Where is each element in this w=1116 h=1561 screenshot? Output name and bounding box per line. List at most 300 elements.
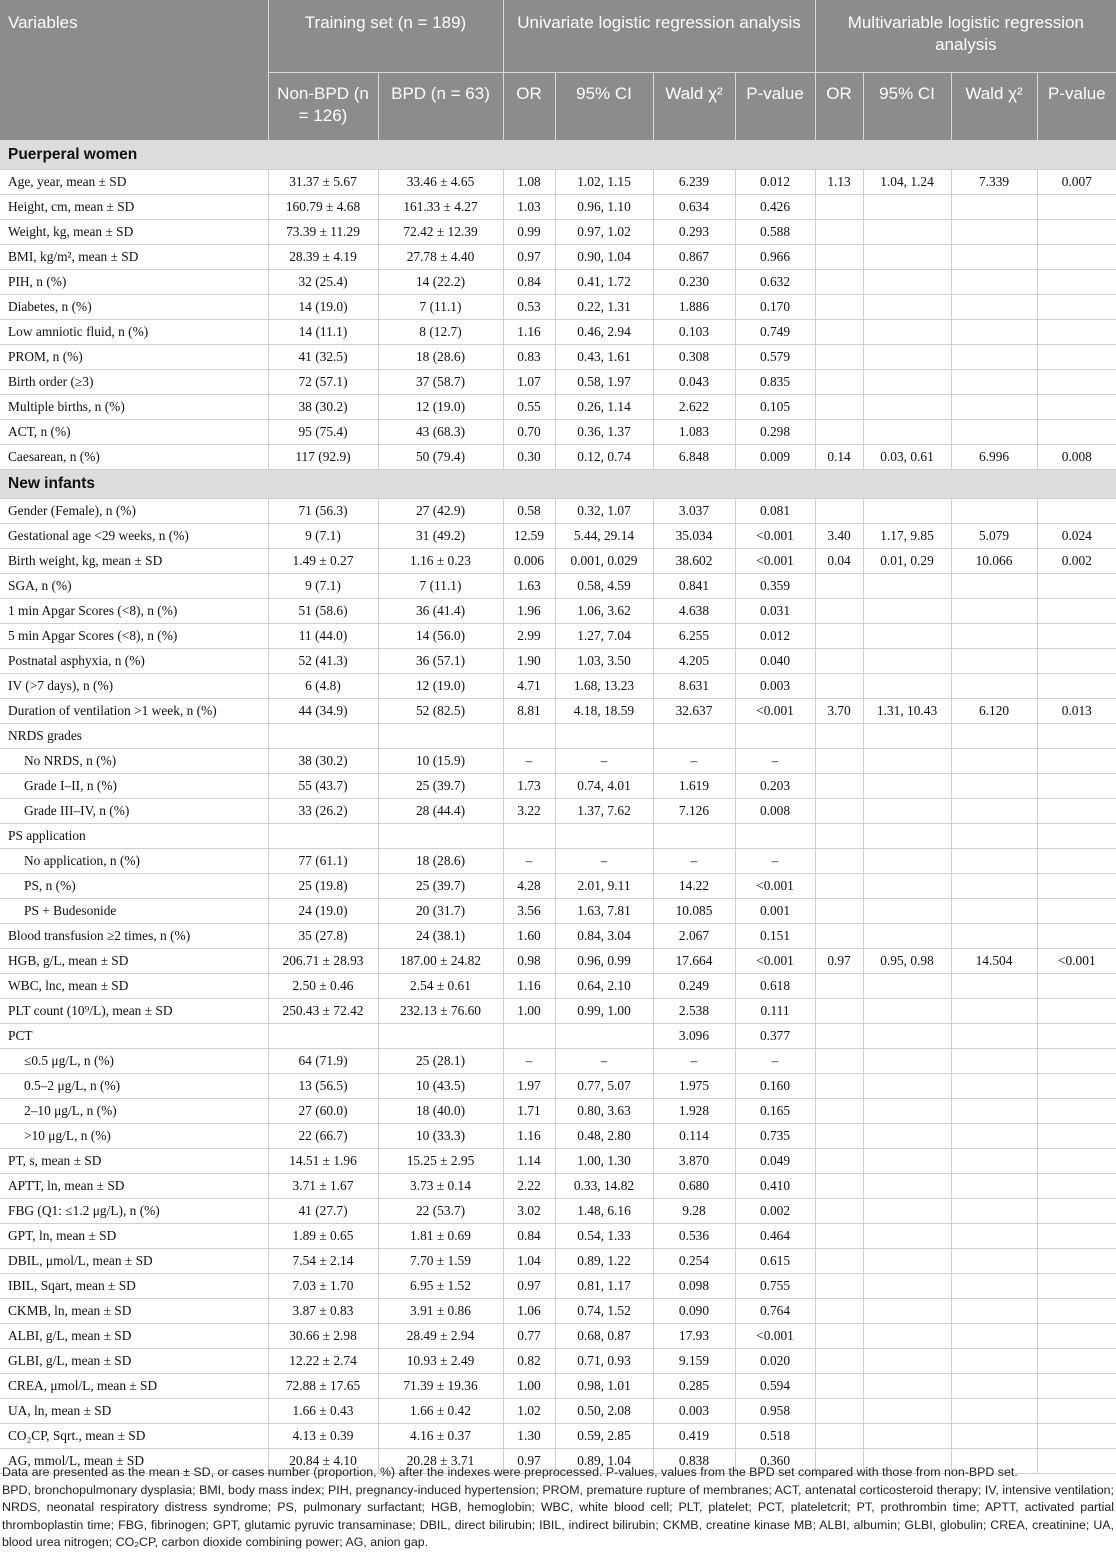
table-cell <box>815 774 863 799</box>
table-cell: 1.04 <box>503 1249 555 1274</box>
table-cell: 0.105 <box>735 395 815 420</box>
table-cell <box>863 1424 951 1449</box>
table-cell <box>1037 320 1116 345</box>
table-cell <box>951 1324 1037 1349</box>
row-label: 0.5–2 μg/L, n (%) <box>0 1074 268 1099</box>
table-cell: 6.95 ± 1.52 <box>378 1274 503 1299</box>
table-cell: 38.602 <box>653 549 735 574</box>
table-cell: 0.160 <box>735 1074 815 1099</box>
table-cell: 0.80, 3.63 <box>555 1099 653 1124</box>
table-cell <box>1037 395 1116 420</box>
table-cell <box>1037 195 1116 220</box>
table-cell: 64 (71.9) <box>268 1049 378 1074</box>
table-cell <box>863 1249 951 1274</box>
table-cell <box>863 420 951 445</box>
table-cell <box>863 624 951 649</box>
table-row <box>0 1199 1116 1224</box>
row-label: PIH, n (%) <box>0 270 268 295</box>
table-cell <box>863 599 951 624</box>
table-cell: 25 (39.7) <box>378 874 503 899</box>
table-cell <box>815 649 863 674</box>
table-cell: 3.40 <box>815 524 863 549</box>
table-cell: 71 (56.3) <box>268 499 378 524</box>
table-cell: – <box>735 749 815 774</box>
table-cell <box>863 345 951 370</box>
table-cell: 12.22 ± 2.74 <box>268 1349 378 1374</box>
table-cell: 8 (12.7) <box>378 320 503 345</box>
row-label: ≤0.5 μg/L, n (%) <box>0 1049 268 1074</box>
table-cell <box>863 849 951 874</box>
table-cell: 0.040 <box>735 649 815 674</box>
table-cell <box>863 1274 951 1299</box>
table-cell: 0.755 <box>735 1274 815 1299</box>
table-cell: 0.74, 4.01 <box>555 774 653 799</box>
table-cell <box>863 1074 951 1099</box>
table-cell: 51 (58.6) <box>268 599 378 624</box>
row-label: Birth weight, kg, mean ± SD <box>0 549 268 574</box>
table-cell <box>815 1324 863 1349</box>
table-cell: 0.12, 0.74 <box>555 445 653 470</box>
table-cell <box>815 1124 863 1149</box>
table-cell <box>815 1274 863 1299</box>
table-cell: 6.996 <box>951 445 1037 470</box>
table-cell <box>951 624 1037 649</box>
table-cell <box>951 195 1037 220</box>
table-cell: 20 (31.7) <box>378 899 503 924</box>
table-cell <box>815 574 863 599</box>
table-cell: 4.638 <box>653 599 735 624</box>
table-cell: 0.958 <box>735 1399 815 1424</box>
table-cell: 1.02, 1.15 <box>555 170 653 195</box>
table-cell: 0.103 <box>653 320 735 345</box>
table-cell <box>863 1399 951 1424</box>
table-cell: 0.090 <box>653 1299 735 1324</box>
table-cell: 27.78 ± 4.40 <box>378 245 503 270</box>
table-cell: 3.87 ± 0.83 <box>268 1299 378 1324</box>
table-cell: 0.049 <box>735 1149 815 1174</box>
header-bpd: BPD (n = 63) <box>378 73 503 141</box>
table-cell: 71.39 ± 19.36 <box>378 1374 503 1399</box>
table-cell: 0.464 <box>735 1224 815 1249</box>
table-cell: 28 (44.4) <box>378 799 503 824</box>
row-label: WBC, lnc, mean ± SD <box>0 974 268 999</box>
table-cell <box>951 1024 1037 1049</box>
table-cell <box>863 774 951 799</box>
table-cell: 3.02 <box>503 1199 555 1224</box>
table-row <box>0 524 1116 549</box>
table-cell <box>815 599 863 624</box>
table-cell: 0.081 <box>735 499 815 524</box>
table-cell: – <box>555 749 653 774</box>
table-cell <box>1037 1124 1116 1149</box>
table-cell <box>863 195 951 220</box>
table-cell <box>1037 974 1116 999</box>
table-cell: 6 (4.8) <box>268 674 378 699</box>
table-cell: 22 (66.7) <box>268 1124 378 1149</box>
table-cell: 0.003 <box>653 1399 735 1424</box>
header-ci-multi: 95% CI <box>863 73 951 141</box>
row-label: 2–10 μg/L, n (%) <box>0 1099 268 1124</box>
table-cell: 0.99 <box>503 220 555 245</box>
table-cell: 2.01, 9.11 <box>555 874 653 899</box>
table-cell <box>268 824 378 849</box>
table-cell: 10.93 ± 2.49 <box>378 1349 503 1374</box>
table-cell <box>1037 1049 1116 1074</box>
table-cell <box>268 724 378 749</box>
table-cell: 250.43 ± 72.42 <box>268 999 378 1024</box>
table-cell: 0.008 <box>735 799 815 824</box>
table-cell: 0.48, 2.80 <box>555 1124 653 1149</box>
table-cell: 0.50, 2.08 <box>555 1399 653 1424</box>
table-cell <box>815 345 863 370</box>
table-cell: 0.749 <box>735 320 815 345</box>
table-cell: 0.298 <box>735 420 815 445</box>
table-cell <box>951 220 1037 245</box>
table-cell: 1.30 <box>503 1424 555 1449</box>
table-cell: 0.114 <box>653 1124 735 1149</box>
table-cell: 7.70 ± 1.59 <box>378 1249 503 1274</box>
table-cell: 0.012 <box>735 624 815 649</box>
table-cell <box>863 370 951 395</box>
table-cell: 0.41, 1.72 <box>555 270 653 295</box>
table-cell: 2.538 <box>653 999 735 1024</box>
section-heading: Puerperal women <box>0 141 1116 170</box>
table-cell <box>863 245 951 270</box>
table-cell <box>268 1024 378 1049</box>
table-cell: 0.203 <box>735 774 815 799</box>
table-cell <box>1037 499 1116 524</box>
table-cell: 0.360 <box>735 1449 815 1474</box>
table-cell <box>815 370 863 395</box>
table-cell <box>951 974 1037 999</box>
table-cell: – <box>735 1049 815 1074</box>
table-cell <box>863 1049 951 1074</box>
table-cell <box>863 1024 951 1049</box>
table-cell: 1.17, 9.85 <box>863 524 951 549</box>
row-label: SGA, n (%) <box>0 574 268 599</box>
table-cell <box>815 1024 863 1049</box>
table-cell: 9.159 <box>653 1349 735 1374</box>
table-cell: 72 (57.1) <box>268 370 378 395</box>
table-cell: 1.96 <box>503 599 555 624</box>
table-cell: 206.71 ± 28.93 <box>268 949 378 974</box>
row-label: CKMB, ln, mean ± SD <box>0 1299 268 1324</box>
table-row <box>0 170 1116 195</box>
row-label: Multiple births, n (%) <box>0 395 268 420</box>
table-cell: 1.81 ± 0.69 <box>378 1224 503 1249</box>
table-cell: 3.096 <box>653 1024 735 1049</box>
table-row <box>0 549 1116 574</box>
row-label: Grade III–IV, n (%) <box>0 799 268 824</box>
table-cell: 0.735 <box>735 1124 815 1149</box>
table-cell <box>951 599 1037 624</box>
table-cell <box>815 1374 863 1399</box>
table-row <box>0 445 1116 470</box>
table-cell: 0.58, 4.59 <box>555 574 653 599</box>
table-cell <box>503 724 555 749</box>
table-cell <box>951 295 1037 320</box>
table-cell: 0.58 <box>503 499 555 524</box>
table-cell <box>1037 1149 1116 1174</box>
table-cell: 18 (40.0) <box>378 1099 503 1124</box>
table-cell: 0.55 <box>503 395 555 420</box>
table-row <box>0 320 1116 345</box>
table-cell: 1.71 <box>503 1099 555 1124</box>
table-cell: 0.22, 1.31 <box>555 295 653 320</box>
table-cell: 1.03 <box>503 195 555 220</box>
table-cell: 0.98 <box>503 949 555 974</box>
table-row <box>0 874 1116 899</box>
table-body <box>0 141 1116 1474</box>
table-cell <box>555 1024 653 1049</box>
table-cell <box>1037 1274 1116 1299</box>
table-cell <box>815 1224 863 1249</box>
table-cell <box>863 1149 951 1174</box>
header-wald: Wald χ² <box>653 73 735 141</box>
table-cell <box>951 1399 1037 1424</box>
table-cell <box>735 824 815 849</box>
table-cell <box>378 824 503 849</box>
table-cell: 4.28 <box>503 874 555 899</box>
table-cell <box>1037 220 1116 245</box>
table-cell: 9 (7.1) <box>268 574 378 599</box>
table-cell: 8.81 <box>503 699 555 724</box>
table-cell: 0.90, 1.04 <box>555 245 653 270</box>
table-cell: 95 (75.4) <box>268 420 378 445</box>
table-row <box>0 924 1116 949</box>
table-row <box>0 824 1116 849</box>
row-label: No application, n (%) <box>0 849 268 874</box>
table-cell <box>951 724 1037 749</box>
table-cell <box>951 824 1037 849</box>
row-label: IV (>7 days), n (%) <box>0 674 268 699</box>
table-cell: – <box>653 1049 735 1074</box>
row-label: PROM, n (%) <box>0 345 268 370</box>
table-cell <box>863 1224 951 1249</box>
table-cell: 0.98, 1.01 <box>555 1374 653 1399</box>
row-label: PS + Budesonide <box>0 899 268 924</box>
table-cell: 13 (56.5) <box>268 1074 378 1099</box>
row-label: CO₂CP, Sqrt., mean ± SD <box>0 1424 268 1449</box>
table-cell: 38 (30.2) <box>268 395 378 420</box>
table-cell: 9 (7.1) <box>268 524 378 549</box>
row-label: Blood transfusion ≥2 times, n (%) <box>0 924 268 949</box>
table-row <box>0 1049 1116 1074</box>
row-label: PS application <box>0 824 268 849</box>
table-cell <box>863 1324 951 1349</box>
table-cell: 1.89 ± 0.65 <box>268 1224 378 1249</box>
table-cell <box>653 824 735 849</box>
table-cell: 43 (68.3) <box>378 420 503 445</box>
table-cell <box>815 849 863 874</box>
table-cell <box>378 1024 503 1049</box>
table-cell: 1.02 <box>503 1399 555 1424</box>
table-cell: 12.59 <box>503 524 555 549</box>
table-cell: 0.58, 1.97 <box>555 370 653 395</box>
row-label: PT, s, mean ± SD <box>0 1149 268 1174</box>
row-label: Caesarean, n (%) <box>0 445 268 470</box>
table-cell: 0.84 <box>503 1224 555 1249</box>
table-cell <box>863 924 951 949</box>
table-cell <box>815 195 863 220</box>
table-cell: 0.97 <box>503 245 555 270</box>
header-p-value-multi: P-value <box>1037 73 1116 141</box>
table-cell <box>815 1049 863 1074</box>
row-label: PCT <box>0 1024 268 1049</box>
row-label: CREA, μmol/L, mean ± SD <box>0 1374 268 1399</box>
table-cell: 14.51 ± 1.96 <box>268 1149 378 1174</box>
table-cell: 12 (19.0) <box>378 674 503 699</box>
table-cell: 22 (53.7) <box>378 1199 503 1224</box>
table-cell <box>815 1299 863 1324</box>
table-cell: 1.60 <box>503 924 555 949</box>
table-cell <box>863 824 951 849</box>
table-cell <box>1037 1424 1116 1449</box>
table-cell: 7 (11.1) <box>378 574 503 599</box>
table-cell <box>863 1374 951 1399</box>
table-cell: 0.36, 1.37 <box>555 420 653 445</box>
row-label: Gestational age <29 weeks, n (%) <box>0 524 268 549</box>
table-cell: 14.22 <box>653 874 735 899</box>
table-cell: 14.504 <box>951 949 1037 974</box>
table-cell: 1.14 <box>503 1149 555 1174</box>
table-cell: 1.03, 3.50 <box>555 649 653 674</box>
table-cell: 8.631 <box>653 674 735 699</box>
table-cell: 117 (92.9) <box>268 445 378 470</box>
table-cell: 3.70 <box>815 699 863 724</box>
table-row <box>0 999 1116 1024</box>
table-cell: 1.07 <box>503 370 555 395</box>
table-cell: 0.74, 1.52 <box>555 1299 653 1324</box>
table-cell: 10.085 <box>653 899 735 924</box>
row-label: Gender (Female), n (%) <box>0 499 268 524</box>
table-cell: 3.037 <box>653 499 735 524</box>
table-cell: 1.06 <box>503 1299 555 1324</box>
table-cell: 35.034 <box>653 524 735 549</box>
header-training-set: Training set (n = 189) <box>268 0 503 73</box>
table-cell <box>951 345 1037 370</box>
table-cell: 32.637 <box>653 699 735 724</box>
table-cell: 0.966 <box>735 245 815 270</box>
table-cell: 0.518 <box>735 1424 815 1449</box>
table-cell <box>1037 1399 1116 1424</box>
table-cell: 161.33 ± 4.27 <box>378 195 503 220</box>
table-cell: 0.165 <box>735 1099 815 1124</box>
table-cell: 0.254 <box>653 1249 735 1274</box>
table-footnote <box>0 1464 1116 1552</box>
table-cell <box>951 270 1037 295</box>
table-cell: 0.77, 5.07 <box>555 1074 653 1099</box>
table-cell: 28.39 ± 4.19 <box>268 245 378 270</box>
table-cell <box>951 1124 1037 1149</box>
table-cell: 2.54 ± 0.61 <box>378 974 503 999</box>
row-label: 5 min Apgar Scores (<8), n (%) <box>0 624 268 649</box>
table-cell <box>951 1274 1037 1299</box>
row-label: PS, n (%) <box>0 874 268 899</box>
table-cell: 0.84, 3.04 <box>555 924 653 949</box>
table-cell: 24 (19.0) <box>268 899 378 924</box>
table-row <box>0 974 1116 999</box>
row-label: Height, cm, mean ± SD <box>0 195 268 220</box>
table-cell: 15.25 ± 2.95 <box>378 1149 503 1174</box>
table-row <box>0 1274 1116 1299</box>
table-cell <box>555 724 653 749</box>
table-cell: 1.68, 13.23 <box>555 674 653 699</box>
table-cell: 1.083 <box>653 420 735 445</box>
table-cell <box>815 270 863 295</box>
table-cell: 1.00 <box>503 999 555 1024</box>
table-cell: – <box>653 849 735 874</box>
table-cell: – <box>653 749 735 774</box>
table-row <box>0 1374 1116 1399</box>
section-row <box>0 470 1116 499</box>
table-cell: 0.293 <box>653 220 735 245</box>
table-cell: 3.22 <box>503 799 555 824</box>
table-cell <box>863 320 951 345</box>
table-cell <box>1037 624 1116 649</box>
table-cell: – <box>503 849 555 874</box>
table-cell <box>863 270 951 295</box>
table-cell <box>815 999 863 1024</box>
table-cell <box>1037 1024 1116 1049</box>
table-cell: 0.43, 1.61 <box>555 345 653 370</box>
table-cell: 0.59, 2.85 <box>555 1424 653 1449</box>
table-cell: 0.841 <box>653 574 735 599</box>
table-cell: 4.16 ± 0.37 <box>378 1424 503 1449</box>
header-univariate: Univariate logistic regression analysis <box>503 0 815 73</box>
table-cell: 7.03 ± 1.70 <box>268 1274 378 1299</box>
table-cell <box>815 1199 863 1224</box>
row-label: NRDS grades <box>0 724 268 749</box>
row-label: Grade I–II, n (%) <box>0 774 268 799</box>
table-cell <box>863 1199 951 1224</box>
table-cell: 4.205 <box>653 649 735 674</box>
table-cell: 52 (82.5) <box>378 699 503 724</box>
table-cell <box>863 674 951 699</box>
table-cell <box>1037 824 1116 849</box>
table-cell: 72.88 ± 17.65 <box>268 1374 378 1399</box>
table-cell <box>815 1099 863 1124</box>
table-cell <box>735 724 815 749</box>
table-cell: 0.84 <box>503 270 555 295</box>
table-cell <box>951 874 1037 899</box>
table-cell: 0.377 <box>735 1024 815 1049</box>
table-cell: 187.00 ± 24.82 <box>378 949 503 974</box>
table-row <box>0 1149 1116 1174</box>
table-cell: 55 (43.7) <box>268 774 378 799</box>
table-cell <box>863 1099 951 1124</box>
table-cell: 32 (25.4) <box>268 270 378 295</box>
table-cell <box>863 749 951 774</box>
table-cell: 25 (39.7) <box>378 774 503 799</box>
section-row <box>0 141 1116 170</box>
table-cell <box>815 420 863 445</box>
table-cell: 20.28 ± 3.71 <box>378 1449 503 1474</box>
table-cell <box>1037 270 1116 295</box>
table-cell <box>1037 649 1116 674</box>
table-cell <box>815 824 863 849</box>
table-cell <box>951 1374 1037 1399</box>
table-cell: 25 (19.8) <box>268 874 378 899</box>
table-cell <box>1037 674 1116 699</box>
table-cell <box>1037 245 1116 270</box>
row-label: Age, year, mean ± SD <box>0 170 268 195</box>
table-cell <box>1037 799 1116 824</box>
table-cell: 1.08 <box>503 170 555 195</box>
table-cell: 20.84 ± 4.10 <box>268 1449 378 1474</box>
table-cell: 0.838 <box>653 1449 735 1474</box>
table-cell: 0.249 <box>653 974 735 999</box>
